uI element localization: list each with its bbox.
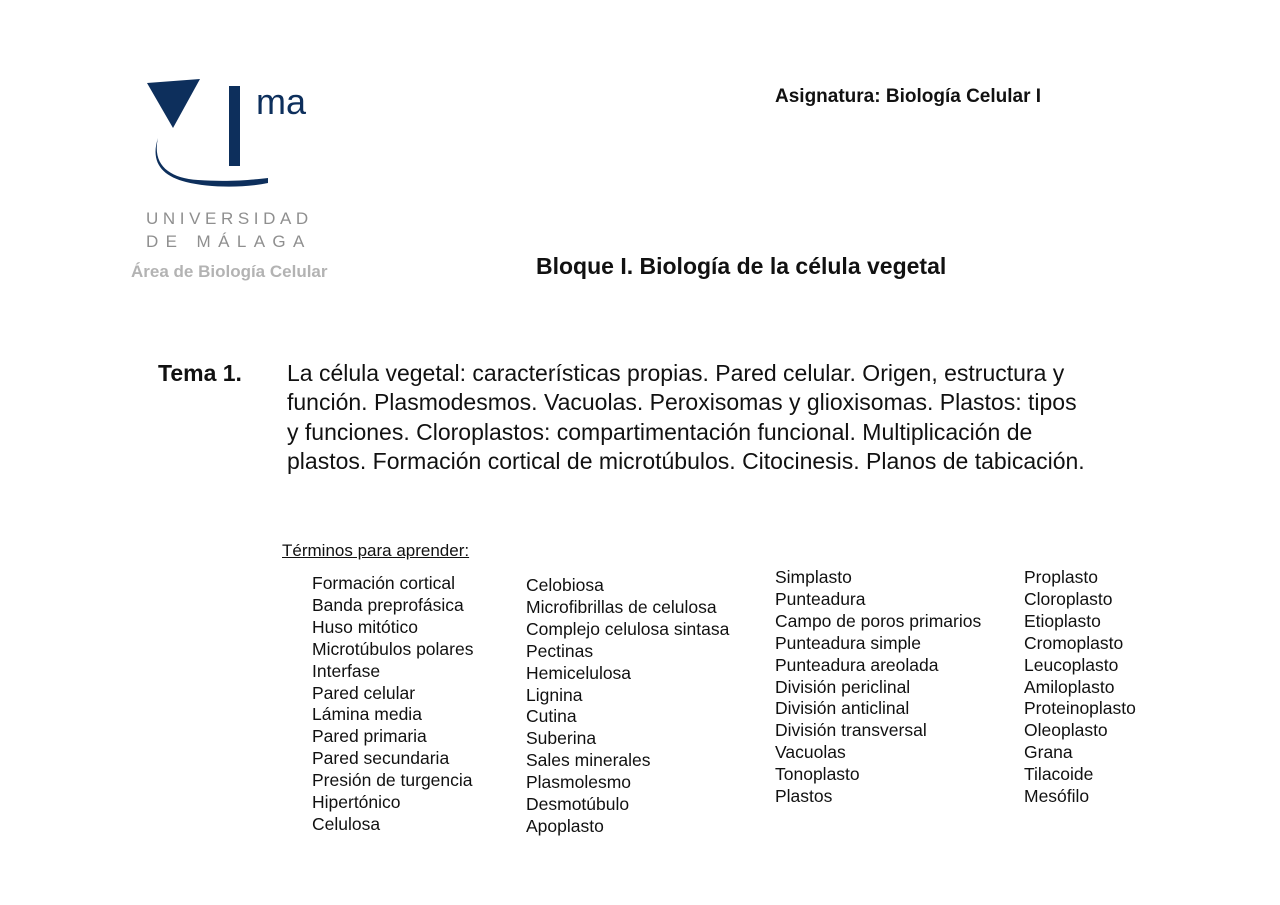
terms-heading: Términos para aprender: bbox=[282, 541, 470, 560]
term-item: Lignina bbox=[526, 684, 583, 705]
terms-column-4 bbox=[1024, 567, 1136, 808]
term-item: Interfase bbox=[312, 660, 381, 681]
term-item: Plastos bbox=[775, 786, 833, 807]
term-item: Mesófilo bbox=[1024, 786, 1090, 807]
term-item: Celulosa bbox=[312, 813, 381, 834]
term-item: Punteadura simple bbox=[775, 632, 921, 653]
term-item: Tonoplasto bbox=[775, 764, 860, 785]
term-item: Desmotúbulo bbox=[526, 794, 630, 815]
term-item: Hipertónico bbox=[312, 792, 401, 813]
term-item: Leucoplasto bbox=[1024, 654, 1119, 675]
term-item: Celobiosa bbox=[526, 575, 604, 595]
term-item: Plasmolesmo bbox=[526, 772, 632, 793]
terms-column-3 bbox=[775, 567, 981, 808]
department-label: Área de Biología Celular bbox=[131, 262, 328, 281]
subject-title: Asignatura: Biología Celular I bbox=[775, 86, 1042, 107]
term-item: Formación cortical bbox=[312, 573, 455, 593]
term-item: Apoplasto bbox=[526, 815, 604, 836]
term-item: Punteadura bbox=[775, 588, 866, 609]
term-item: Punteadura areolada bbox=[775, 654, 939, 675]
topic-line: función. Plasmodesmos. Vacuolas. Peroxisomas y glioxisomas. Plastos: tipos bbox=[287, 389, 1077, 416]
term-item: Microtúbulos polares bbox=[312, 638, 474, 659]
term-item: Cromoplasto bbox=[1024, 632, 1124, 653]
term-item: Vacuolas bbox=[775, 742, 846, 763]
term-item: Tilacoide bbox=[1024, 764, 1094, 785]
term-item: Complejo celulosa sintasa bbox=[526, 618, 730, 639]
term-item: Etioplasto bbox=[1024, 610, 1101, 631]
term-item: Pared celular bbox=[312, 682, 416, 703]
term-item: Pared secundaria bbox=[312, 748, 450, 769]
logo-curve bbox=[156, 138, 268, 187]
term-item: División anticlinal bbox=[775, 698, 910, 719]
term-item: División periclinal bbox=[775, 676, 911, 697]
topic-line: plastos. Formación cortical de microtúbulos. Citocinesis. Planos de tabicación. bbox=[287, 447, 1085, 474]
term-item: Simplasto bbox=[775, 567, 852, 587]
term-item: Presión de turgencia bbox=[312, 770, 473, 791]
terms-column-1 bbox=[312, 573, 473, 836]
university-logo bbox=[140, 72, 320, 190]
term-item: Amiloplasto bbox=[1024, 676, 1115, 697]
term-item: Banda preprofásica bbox=[312, 594, 464, 615]
term-item: Pectinas bbox=[526, 640, 594, 661]
term-item: Microfibrillas de celulosa bbox=[526, 596, 717, 617]
logo-triangle bbox=[147, 79, 200, 128]
topic-label: Tema 1. bbox=[158, 360, 242, 386]
term-item: Grana bbox=[1024, 742, 1073, 763]
term-item: Cutina bbox=[526, 706, 577, 727]
block-title: Bloque I. Biología de la célula vegetal bbox=[536, 253, 947, 279]
logo-bar bbox=[229, 86, 240, 166]
topic-line: y funciones. Cloroplastos: compartimentación funcional. Multiplicación de bbox=[287, 418, 1033, 445]
term-item: Proplasto bbox=[1024, 567, 1098, 587]
topic-description bbox=[287, 359, 1147, 476]
term-item: Huso mitótico bbox=[312, 616, 419, 637]
term-item: Suberina bbox=[526, 728, 597, 749]
term-item: Hemicelulosa bbox=[526, 662, 632, 683]
term-item: Oleoplasto bbox=[1024, 720, 1108, 741]
term-item: Pared primaria bbox=[312, 726, 427, 747]
term-item: Cloroplasto bbox=[1024, 588, 1113, 609]
logo-text: ma bbox=[256, 81, 307, 122]
university-name-line1: UNIVERSIDAD bbox=[146, 209, 313, 228]
term-item: Proteinoplasto bbox=[1024, 698, 1136, 719]
term-item: Sales minerales bbox=[526, 750, 651, 771]
term-item: Lámina media bbox=[312, 704, 422, 725]
term-item: División transversal bbox=[775, 720, 927, 741]
university-name-line2: DE MÁLAGA bbox=[146, 232, 312, 251]
terms-column-2 bbox=[526, 575, 729, 838]
topic-line: La célula vegetal: características propias. Pared celular. Origen, estructura y bbox=[287, 360, 1065, 386]
term-item: Campo de poros primarios bbox=[775, 610, 982, 631]
